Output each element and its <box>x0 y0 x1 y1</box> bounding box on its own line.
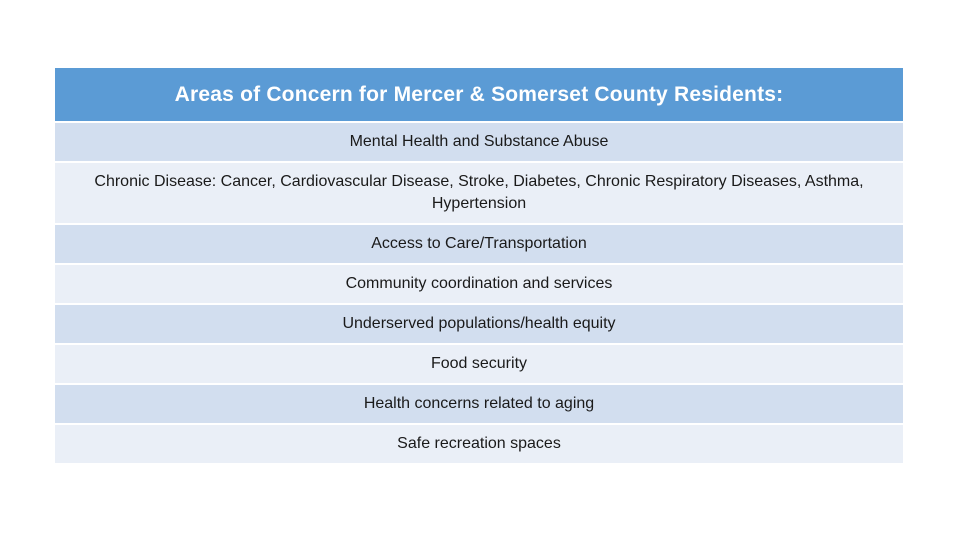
concerns-table <box>55 68 903 463</box>
table-row: Underserved populations/health equity <box>55 303 903 343</box>
table-row: Food security <box>55 343 903 383</box>
table-row: Chronic Disease: Cancer, Cardiovascular Disease, Stroke, Diabetes, Chronic Respiratory Diseases, Asthma, Hypertension <box>55 161 903 223</box>
table-row: Access to Care/Transportation <box>55 223 903 263</box>
table-row: Mental Health and Substance Abuse <box>55 121 903 161</box>
table-row: Community coordination and services <box>55 263 903 303</box>
table-row: Safe recreation spaces <box>55 423 903 463</box>
table-header: Areas of Concern for Mercer & Somerset County Residents: <box>55 68 903 121</box>
table-row: Health concerns related to aging <box>55 383 903 423</box>
